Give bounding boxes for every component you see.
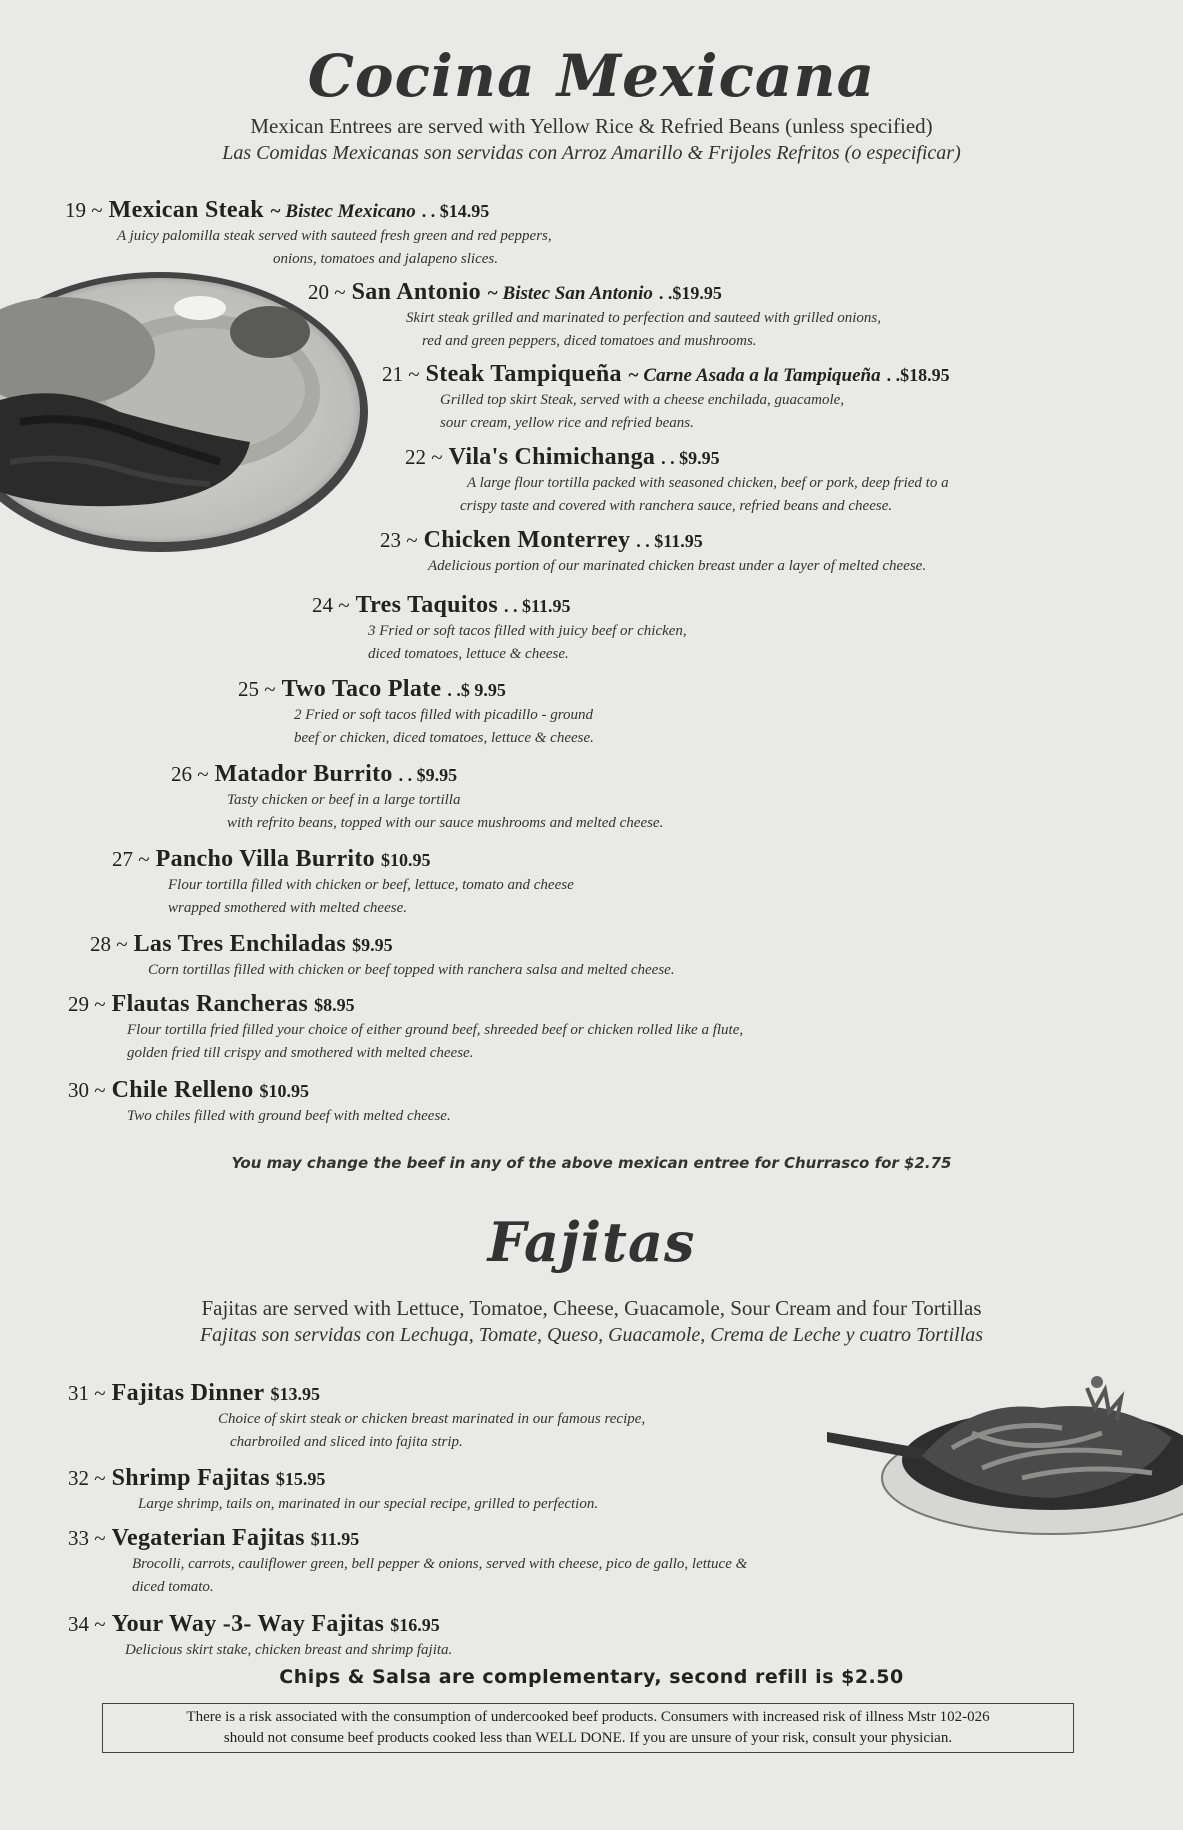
item-number: 32 ~: [68, 1466, 106, 1490]
item-desc: Flour tortilla filled with chicken or beef, lettuce, tomato and cheese: [168, 877, 574, 893]
item-price: $13.95: [270, 1384, 320, 1404]
item-desc: wrapped smothered with melted cheese.: [168, 900, 407, 916]
item-number: 20 ~: [308, 280, 346, 304]
item-price: $10.95: [380, 850, 431, 870]
menu-item-26: [171, 761, 663, 836]
chips-salsa-note: Chips & Salsa are complementary, second refill is $2.50: [279, 1666, 904, 1688]
menu-item-28: [90, 931, 675, 983]
section1-subtitle-en: Mexican Entrees are served with Yellow Rice & Refried Beans (unless specified): [250, 114, 933, 138]
item-desc: diced tomato.: [132, 1579, 214, 1595]
item-price: . . $9.95: [661, 448, 720, 468]
section2-subtitle-en: Fajitas are served with Lettuce, Tomatoe, Cheese, Guacamole, Sour Cream and four Tortillas: [201, 1296, 982, 1320]
item-number: 26 ~: [171, 762, 209, 786]
menu-item-32: [68, 1465, 598, 1517]
menu-item-30: [68, 1077, 451, 1129]
item-name: Your Way -3- Way Fajitas: [111, 1611, 385, 1637]
item-number: 22 ~: [405, 445, 443, 469]
item-desc: Grilled top skirt Steak, served with a cheese enchilada, guacamole,: [440, 392, 845, 408]
item-name: Fajitas Dinner: [111, 1380, 265, 1406]
menu-item-23: [380, 527, 926, 579]
item-desc: onions, tomatoes and jalapeno slices.: [273, 251, 498, 267]
item-number: 28 ~: [90, 932, 128, 956]
item-price: . .$18.95: [886, 365, 950, 385]
item-price: $9.95: [352, 935, 393, 955]
item-desc: Tasty chicken or beef in a large tortilla: [227, 792, 461, 808]
section-title-fajitas: Fajitas: [487, 1210, 696, 1274]
menu-item-19: [65, 197, 552, 272]
item-desc: A large flour tortilla packed with seasoned chicken, beef or pork, deep fried to a: [467, 475, 949, 491]
item-desc: golden fried till crispy and smothered with melted cheese.: [127, 1045, 474, 1061]
health-warning-box: [102, 1703, 1074, 1753]
section1-subtitle-es: Las Comidas Mexicanas son servidas con Arroz Amarillo & Frijoles Refritos (o especificar): [222, 142, 961, 164]
item-number: 19 ~: [65, 198, 103, 222]
menu-item-24: [312, 592, 687, 667]
item-desc: Adelicious portion of our marinated chicken breast under a layer of melted cheese.: [428, 558, 927, 574]
item-price: $16.95: [390, 1615, 440, 1635]
item-number: 24 ~: [312, 593, 350, 617]
item-alt-name: ~ Carne Asada a la Tampiqueña: [627, 365, 881, 386]
warning-line-1: There is a risk associated with the consumption of undercooked beef products. Consumers with increased risk of illness Mstr 102-026: [186, 1709, 990, 1725]
item-name: Chile Relleno: [111, 1077, 254, 1103]
item-desc: Skirt steak grilled and marinated to perfection and sauteed with grilled onions,: [406, 310, 881, 326]
item-desc: Corn tortillas filled with chicken or beef topped with ranchera salsa and melted cheese.: [148, 962, 675, 978]
item-number: 21 ~: [382, 362, 420, 386]
menu-item-22: [405, 444, 949, 519]
item-price: . . $14.95: [421, 201, 490, 221]
item-number: 30 ~: [68, 1078, 106, 1102]
menu-item-33: [68, 1525, 747, 1600]
item-desc: red and green peppers, diced tomatoes and mushrooms.: [422, 333, 757, 349]
item-desc: Brocolli, carrots, cauliflower green, bell pepper & onions, served with cheese, pico de gallo, lettuce &: [132, 1556, 748, 1572]
item-alt-name: ~ Bistec Mexicano: [269, 201, 416, 222]
menu-item-25: [238, 676, 594, 751]
menu-item-31: [68, 1380, 645, 1455]
item-price: $8.95: [314, 995, 355, 1015]
item-desc: charbroiled and sliced into fajita strip.: [230, 1434, 463, 1450]
item-price: . .$ 9.95: [447, 680, 506, 700]
fajita-skillet-photo: [822, 1338, 1183, 1538]
item-desc: Large shrimp, tails on, marinated in our special recipe, grilled to perfection.: [138, 1496, 599, 1512]
menu-item-27: [112, 846, 574, 921]
item-desc: A juicy palomilla steak served with sauteed fresh green and red peppers,: [117, 228, 552, 244]
item-number: 25 ~: [238, 677, 276, 701]
menu-item-21: [382, 361, 950, 436]
item-name: Tres Taquitos: [355, 592, 499, 618]
menu-item-29: [68, 991, 743, 1066]
item-alt-name: ~ Bistec San Antonio: [486, 283, 653, 304]
item-desc: Flour tortilla fried filled your choice of either ground beef, shreeded beef or chicken rolled like a flute,: [127, 1022, 744, 1038]
item-price: . . $9.95: [398, 765, 458, 785]
item-price: $15.95: [275, 1469, 326, 1489]
item-number: 29 ~: [68, 992, 106, 1016]
item-price: $11.95: [310, 1529, 360, 1549]
item-name: Flautas Rancheras: [111, 991, 309, 1017]
section2-subtitle-es: Fajitas son servidas con Lechuga, Tomate, Queso, Guacamole, Crema de Leche y cuatro Tortillas: [199, 1324, 984, 1346]
churrasco-note: You may change the beef in any of the above mexican entree for Churrasco for $2.75: [231, 1154, 952, 1172]
warning-line-2: should not consume beef products cooked less than WELL DONE. If you are unsure of your risk, consult your physician.: [223, 1730, 953, 1746]
item-price: . . $11.95: [636, 531, 703, 551]
item-number: 23 ~: [380, 528, 418, 552]
item-desc: crispy taste and covered with ranchera sauce, refried beans and cheese.: [460, 498, 893, 514]
item-desc: diced tomatoes, lettuce & cheese.: [368, 646, 569, 662]
item-name: Two Taco Plate: [281, 676, 442, 702]
item-number: 33 ~: [68, 1526, 106, 1550]
item-name: Steak Tampiqueña: [425, 361, 622, 387]
item-number: 31 ~: [68, 1381, 106, 1405]
item-desc: beef or chicken, diced tomatoes, lettuce & cheese.: [294, 730, 594, 746]
item-desc: Delicious skirt stake, chicken breast and shrimp fajita.: [125, 1642, 453, 1658]
item-desc: 2 Fried or soft tacos filled with picadillo - ground: [294, 707, 594, 723]
item-name: Shrimp Fajitas: [111, 1465, 270, 1491]
item-name: Mexican Steak: [108, 197, 264, 223]
item-desc: Choice of skirt steak or chicken breast marinated in our famous recipe,: [218, 1411, 646, 1427]
item-name: Las Tres Enchiladas: [133, 931, 347, 957]
item-desc: 3 Fried or soft tacos filled with juicy beef or chicken,: [368, 623, 687, 639]
item-number: 34 ~: [68, 1612, 106, 1636]
item-name: Vila's Chimichanga: [448, 444, 656, 470]
item-name: San Antonio: [351, 279, 481, 305]
item-desc: Two chiles filled with ground beef with melted cheese.: [127, 1108, 451, 1124]
menu-item-34: [68, 1611, 452, 1663]
item-name: Chicken Monterrey: [423, 527, 631, 553]
item-name: Pancho Villa Burrito: [155, 846, 375, 872]
item-number: 27 ~: [112, 847, 150, 871]
section-title-cocina-mexicana: Cocina Mexicana: [307, 42, 876, 110]
item-price: $10.95: [259, 1081, 310, 1101]
item-desc: with refrito beans, topped with our sauce mushrooms and melted cheese.: [227, 815, 664, 831]
item-price: . . $11.95: [504, 596, 571, 616]
item-desc: sour cream, yellow rice and refried beans.: [440, 415, 694, 431]
item-name: Matador Burrito: [214, 761, 393, 787]
item-price: . .$19.95: [658, 283, 722, 303]
item-name: Vegaterian Fajitas: [111, 1525, 305, 1551]
menu-item-20: [308, 279, 881, 354]
